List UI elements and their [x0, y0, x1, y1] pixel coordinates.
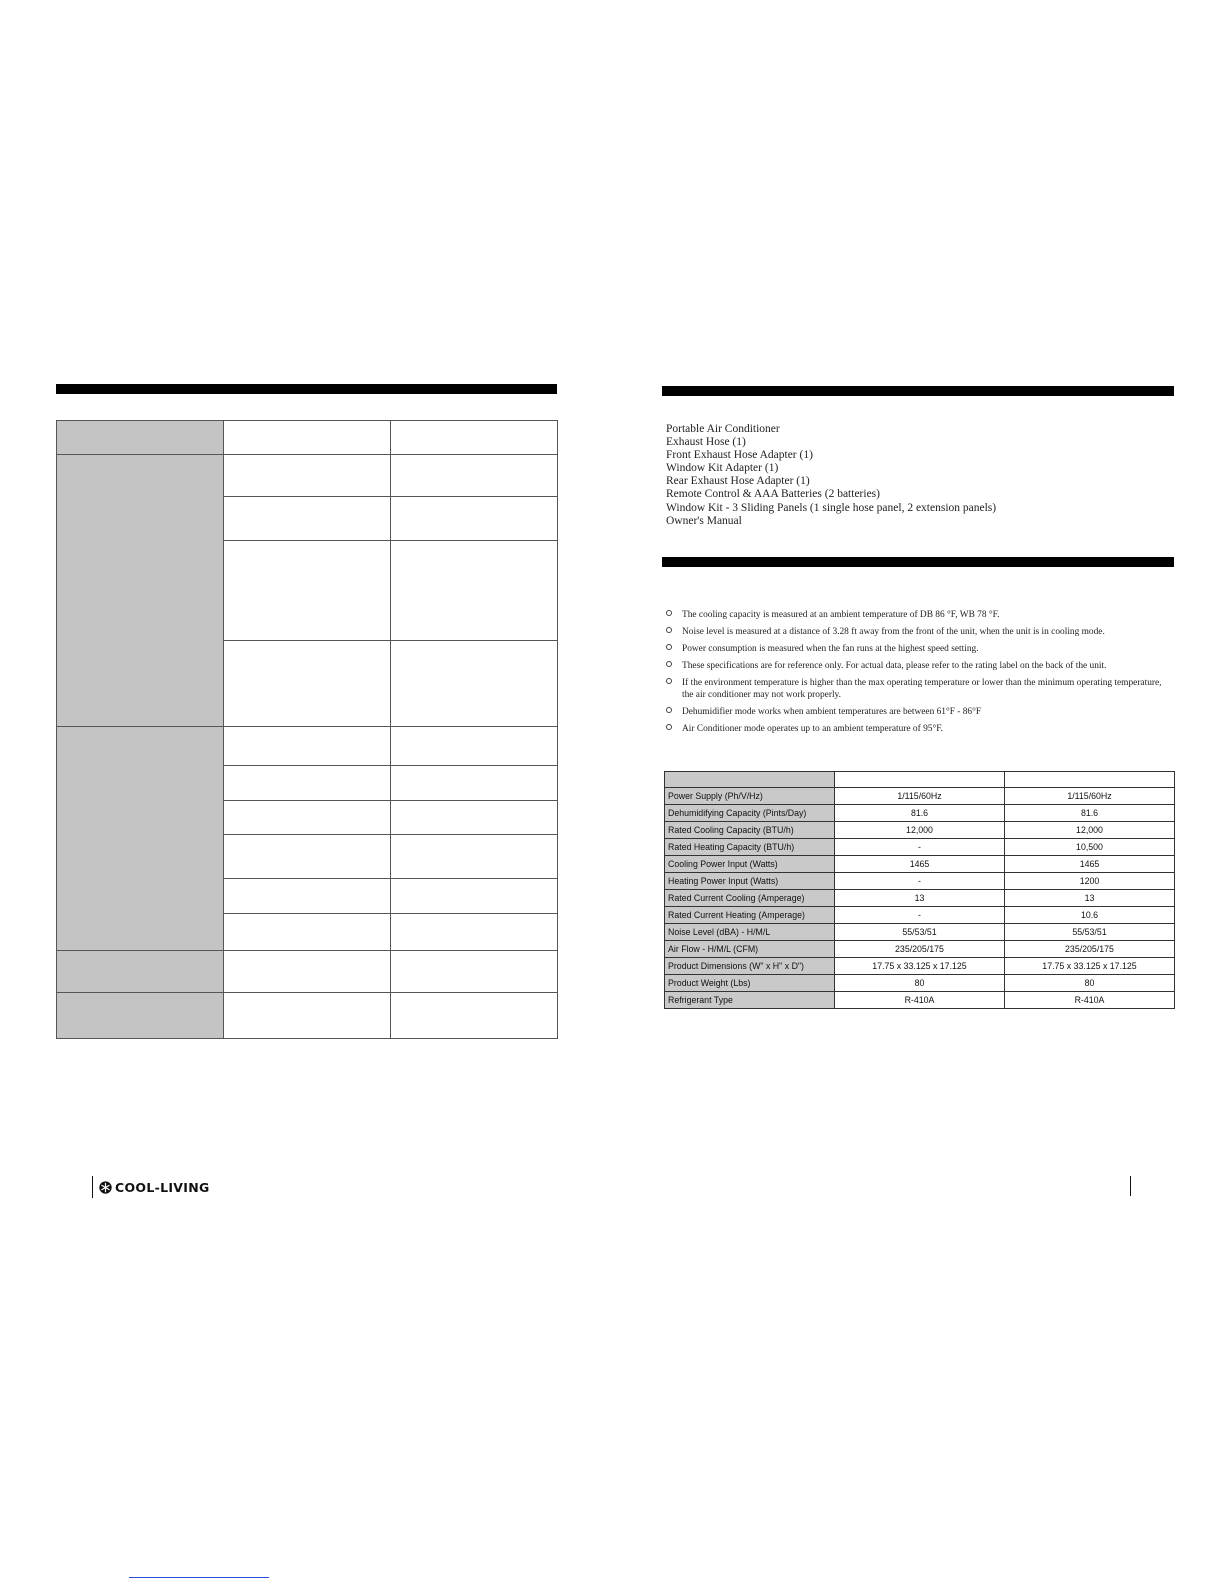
table-row [57, 993, 558, 1039]
spec-value-cell: 1465 [835, 856, 1005, 873]
table-row [665, 822, 1175, 839]
list-item: Remote Control & AAA Batteries (2 batteries) [666, 488, 880, 501]
specs-section-bar [662, 557, 1174, 567]
table-row [665, 958, 1175, 975]
spec-value-cell: 10,500 [1005, 839, 1175, 856]
circle-bullet-icon [666, 627, 672, 633]
package-contents-list [666, 423, 996, 528]
list-item: Power consumption is measured when the fan runs at the highest speed setting. [666, 643, 1166, 655]
table-header-row [665, 772, 1175, 788]
list-item: Noise level is measured at a distance of 3.28 ft away from the front of the unit, when the unit is in cooling mode. [666, 626, 1166, 638]
specifications-table [664, 771, 1175, 1009]
spec-value-cell: 80 [835, 975, 1005, 992]
spec-value-cell: 17.75 x 33.125 x 17.125 [1005, 958, 1175, 975]
table-header-cell [665, 772, 835, 788]
list-item: These specifications are for reference only. For actual data, please refer to the rating label on the back of the unit. [666, 660, 1166, 672]
spec-label-cell: Heating Power Input (Watts) [665, 873, 835, 890]
spec-label-cell: Dehumidifying Capacity (Pints/Day) [665, 805, 835, 822]
spec-value-cell: 55/53/51 [835, 924, 1005, 941]
spec-value-cell: 235/205/175 [1005, 941, 1175, 958]
table-row [665, 975, 1175, 992]
list-item: Exhaust Hose (1) [666, 436, 746, 449]
spec-value-cell: 10.6 [1005, 907, 1175, 924]
spec-label-cell: Cooling Power Input (Watts) [665, 856, 835, 873]
table-row [57, 421, 558, 455]
spec-label-cell: Rated Current Heating (Amperage) [665, 907, 835, 924]
table-row [665, 992, 1175, 1009]
spec-value-cell: 12,000 [835, 822, 1005, 839]
list-item: Air Conditioner mode operates up to an ambient temperature of 95°F. [666, 723, 1166, 735]
circle-bullet-icon [666, 678, 672, 684]
table-row [665, 856, 1175, 873]
spec-value-cell: - [835, 839, 1005, 856]
table-row [665, 788, 1175, 805]
table-row [665, 839, 1175, 856]
left-feature-table [56, 420, 558, 1039]
circle-bullet-icon [666, 707, 672, 713]
spec-label-cell: Rated Current Cooling (Amperage) [665, 890, 835, 907]
divider [92, 1176, 93, 1198]
table-row [665, 873, 1175, 890]
brand-logo [92, 1176, 210, 1198]
logo-text: COOL-LIVING [115, 1179, 210, 1195]
spec-value-cell: 12,000 [1005, 822, 1175, 839]
table-header-cell [1005, 772, 1175, 788]
spec-value-cell: R-410A [1005, 992, 1175, 1009]
spec-label-cell: Refrigerant Type [665, 992, 835, 1009]
spec-label-cell: Power Supply (Ph/V/Hz) [665, 788, 835, 805]
spec-value-cell: 1/115/60Hz [835, 788, 1005, 805]
spec-value-cell: 235/205/175 [835, 941, 1005, 958]
table-row [57, 727, 558, 766]
left-section-bar [56, 384, 557, 394]
circle-bullet-icon [666, 610, 672, 616]
specification-notes [666, 609, 1166, 735]
spec-value-cell: 13 [1005, 890, 1175, 907]
list-item: Portable Air Conditioner [666, 423, 780, 435]
spec-value-cell: R-410A [835, 992, 1005, 1009]
spec-value-cell: 81.6 [835, 805, 1005, 822]
contents-section-bar [662, 386, 1174, 396]
table-row [665, 890, 1175, 907]
spec-label-cell: Product Weight (Lbs) [665, 975, 835, 992]
circle-bullet-icon [666, 644, 672, 650]
list-item: Owner's Manual [666, 514, 742, 527]
list-item: If the environment temperature is higher than the max operating temperature or lower than the minimum operating temperature, the air conditioner may not work properly. [666, 677, 1166, 701]
spec-value-cell: - [835, 873, 1005, 890]
list-item: Dehumidifier mode works when ambient temperatures are between 61°F - 86°F [666, 706, 1166, 718]
spec-value-cell: 81.6 [1005, 805, 1175, 822]
list-item: Front Exhaust Hose Adapter (1) [666, 449, 813, 462]
table-header-cell [835, 772, 1005, 788]
circle-bullet-icon [666, 724, 672, 730]
list-item: Rear Exhaust Hose Adapter (1) [666, 475, 810, 488]
spec-value-cell: 1465 [1005, 856, 1175, 873]
table-row [665, 907, 1175, 924]
spec-value-cell: 1/115/60Hz [1005, 788, 1175, 805]
divider [1130, 1176, 1131, 1196]
circle-bullet-icon [666, 661, 672, 667]
spec-value-cell: 80 [1005, 975, 1175, 992]
table-row [665, 805, 1175, 822]
table-row [57, 455, 558, 497]
spec-value-cell: - [835, 907, 1005, 924]
spec-label-cell: Noise Level (dBA) - H/M/L [665, 924, 835, 941]
spec-label-cell: Air Flow - H/M/L (CFM) [665, 941, 835, 958]
spec-label-cell: Rated Cooling Capacity (BTU/h) [665, 822, 835, 839]
spec-value-cell: 1200 [1005, 873, 1175, 890]
spec-value-cell: 17.75 x 33.125 x 17.125 [835, 958, 1005, 975]
spec-value-cell: 55/53/51 [1005, 924, 1175, 941]
table-row [665, 924, 1175, 941]
snowflake-icon [99, 1181, 112, 1194]
table-row [57, 951, 558, 993]
list-item: Window Kit Adapter (1) [666, 462, 779, 475]
list-item: The cooling capacity is measured at an ambient temperature of DB 86 °F, WB 78 °F. [666, 609, 1166, 621]
footer-link-underline[interactable] [129, 1577, 269, 1578]
list-item: Window Kit - 3 Sliding Panels (1 single hose panel, 2 extension panels) [666, 501, 997, 514]
spec-label-cell: Product Dimensions (W" x H" x D") [665, 958, 835, 975]
spec-label-cell: Rated Heating Capacity (BTU/h) [665, 839, 835, 856]
table-row [665, 941, 1175, 958]
spec-value-cell: 13 [835, 890, 1005, 907]
